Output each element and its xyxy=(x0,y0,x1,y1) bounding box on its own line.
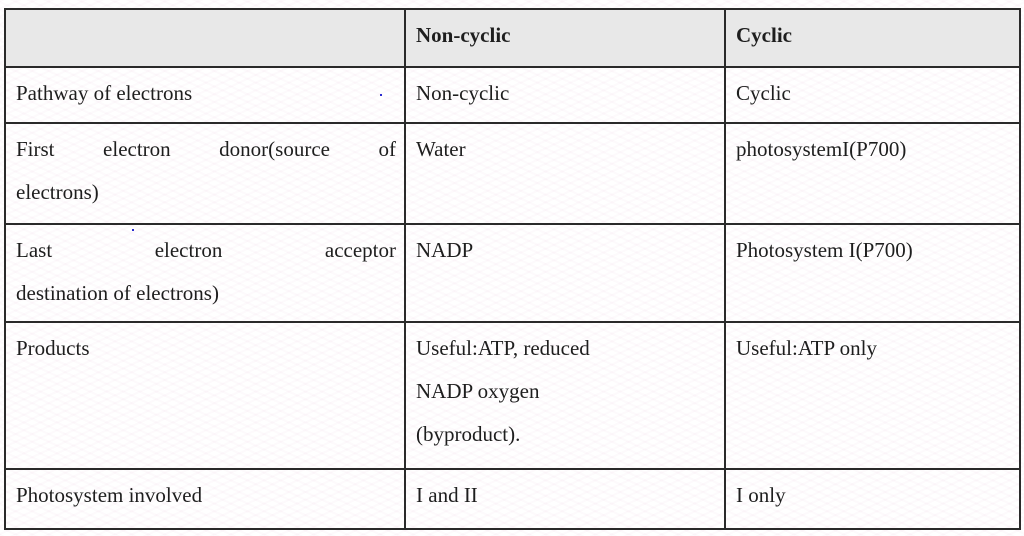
row-label-line: Last electron acceptor xyxy=(16,238,396,262)
row-label: Pathway of electrons xyxy=(5,67,405,123)
row-label-line: First electron donor(source of xyxy=(16,137,396,161)
cell-line: (byproduct). xyxy=(416,422,521,446)
row-label xyxy=(5,123,405,224)
row-label: Products xyxy=(5,322,405,469)
row-label-line: destination of electrons) xyxy=(16,281,219,305)
table-row xyxy=(5,123,1020,224)
cyclic-cell: Cyclic xyxy=(725,67,1020,123)
table-header-row xyxy=(5,9,1020,67)
non-cyclic-cell: Non-cyclic xyxy=(405,67,725,123)
non-cyclic-cell: Water xyxy=(405,123,725,224)
cell-line: Useful:ATP, reduced xyxy=(416,336,590,360)
stray-ink-dot xyxy=(132,229,134,231)
non-cyclic-cell: I and II xyxy=(405,469,725,529)
non-cyclic-cell: NADP xyxy=(405,224,725,322)
row-label xyxy=(5,224,405,322)
row-label: Photosystem involved xyxy=(5,469,405,529)
cyclic-cell: Photosystem I(P700) xyxy=(725,224,1020,322)
table-row xyxy=(5,322,1020,469)
header-cell-non-cyclic: Non-cyclic xyxy=(405,9,725,67)
cyclic-cell: photosystemI(P700) xyxy=(725,123,1020,224)
table-row xyxy=(5,224,1020,322)
stray-ink-dot xyxy=(380,94,382,96)
comparison-table xyxy=(4,8,1021,530)
table-row xyxy=(5,67,1020,123)
cell-line: NADP oxygen xyxy=(416,379,540,403)
table-row xyxy=(5,469,1020,529)
header-cell-empty xyxy=(5,9,405,67)
non-cyclic-cell xyxy=(405,322,725,469)
header-cell-cyclic: Cyclic xyxy=(725,9,1020,67)
cyclic-cell: I only xyxy=(725,469,1020,529)
cyclic-cell: Useful:ATP only xyxy=(725,322,1020,469)
row-label-line: electrons) xyxy=(16,180,99,204)
